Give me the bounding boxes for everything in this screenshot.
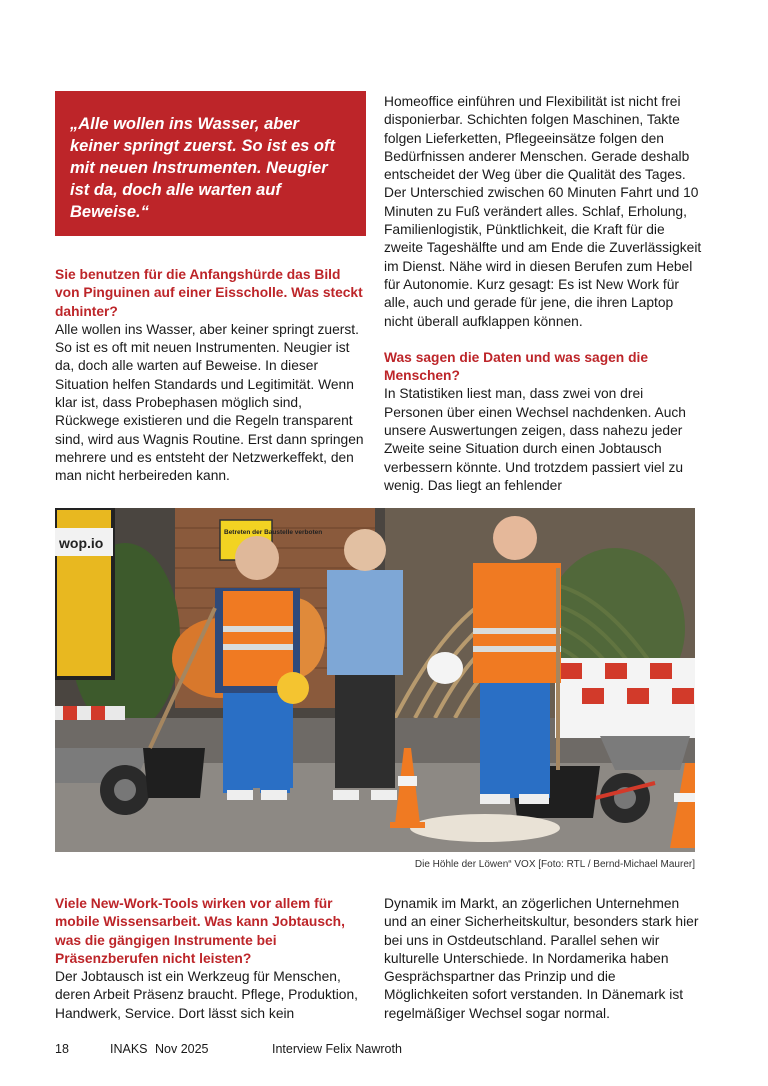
- body-paragraph: Dynamik im Markt, an zögerlichen Unternehmen und an einer Sicherheitskultur, besonders stark hier bei uns in Ostdeutschland. Parallel sehen wir kulturelle Unterschiede. In Nordamerika haben Gesprächspartner das Prinzip und die Möglichkeiten sofort verstanden. In Dänemark ist regelmäßiger Wechsel sogar normal.: [384, 896, 699, 1021]
- section-title: Interview Felix Nawroth: [272, 1042, 402, 1056]
- photo-caption: Die Höhle der Löwen“ VOX [Foto: RTL / Bernd-Michael Maurer]: [414, 859, 695, 870]
- left-column-bottom: [55, 895, 367, 1023]
- issue-date: Nov 2025: [155, 1042, 209, 1056]
- interview-question: Sie benutzen für die Anfangshürde das Bild von Pinguinen auf einer Eisscholle. Was steckt dahinter?: [55, 267, 363, 319]
- construction-sign: Betreten der Baustelle verboten: [224, 529, 323, 536]
- interview-question: Viele New-Work-Tools wirken vor allem für mobile Wissensarbeit. Was kann Jobtausch, was die gängigen Instrumente bei Präsenzberufen nicht leisten?: [55, 896, 345, 966]
- interview-answer: Alle wollen ins Wasser, aber keiner springt zuerst. So ist es oft mit neuen Instrumenten. Neugier ist da, doch alle warten auf Beweise. In dieser Situation helfen Standards und Legitimität. Wenn klar ist, dass Probephasen möglich sind, Rückwege existieren und die Regeln transparent sind, wird aus Wagnis Routine. Erst dann springen mehrere und es entsteht der Netzwerkeffekt, den man nicht herbeireden kann.: [55, 321, 364, 484]
- left-column-top: [55, 266, 367, 486]
- right-column-bottom: [384, 895, 702, 1023]
- pull-quote-box: [55, 91, 366, 236]
- tv-show-photo: [55, 508, 695, 852]
- sponsor-logo: wop.io: [59, 535, 104, 551]
- page-number: 18: [55, 1042, 69, 1056]
- body-paragraph: Homeoffice einführen und Flexibilität ist nicht frei disponierbar. Schichten folgen Maschinen, Takte folgen Lieferketten, Pflegeeinsätze folgen den Bedürfnissen anderer Menschen. Gerade deshalb entscheidet der Weg über die Qualität des Tages. Der Unterschied zwischen 60 Minuten Fahrt und 10 Minuten zu Fuß verändert alles. Schlaf, Erholung, Familienlogistik, Pünktlichkeit, die Kraft für die zweite Tageshälfte und am Ende die Zuverlässigkeit im Dienst. Nähe wird in diesen Berufen zum Hebel für Autonomie. Kurz gesagt: Es ist New Work für alle, auch und gerade für jene, die ihren Laptop nicht überall aufklappen können.: [384, 94, 702, 329]
- interview-answer: Der Jobtausch ist ein Werkzeug für Menschen, deren Arbeit Präsenz braucht. Pflege, Produktion, Handwerk, Service. Dort lässt sich kein: [55, 969, 358, 1021]
- magazine-name: INAKS: [110, 1042, 148, 1056]
- pull-quote-text: „Alle wollen ins Wasser, aber keiner springt zuerst. So ist es oft mit neuen Instrumenten. Neugier ist da, doch alle warten auf Beweise.“: [70, 115, 335, 221]
- right-column-top: [384, 93, 702, 495]
- interview-question: Was sagen die Daten und was sagen die Menschen?: [384, 349, 649, 384]
- interview-answer: In Statistiken liest man, dass zwei von drei Personen über einen Wechsel nachdenken. Auch unsere Auswertungen zeigen, dass nahezu jeder Zweite seine Situation durch einen Jobtausch verbessern könnte. Und trotzdem passiert viel zu wenig. Das liegt an fehlender: [384, 386, 686, 493]
